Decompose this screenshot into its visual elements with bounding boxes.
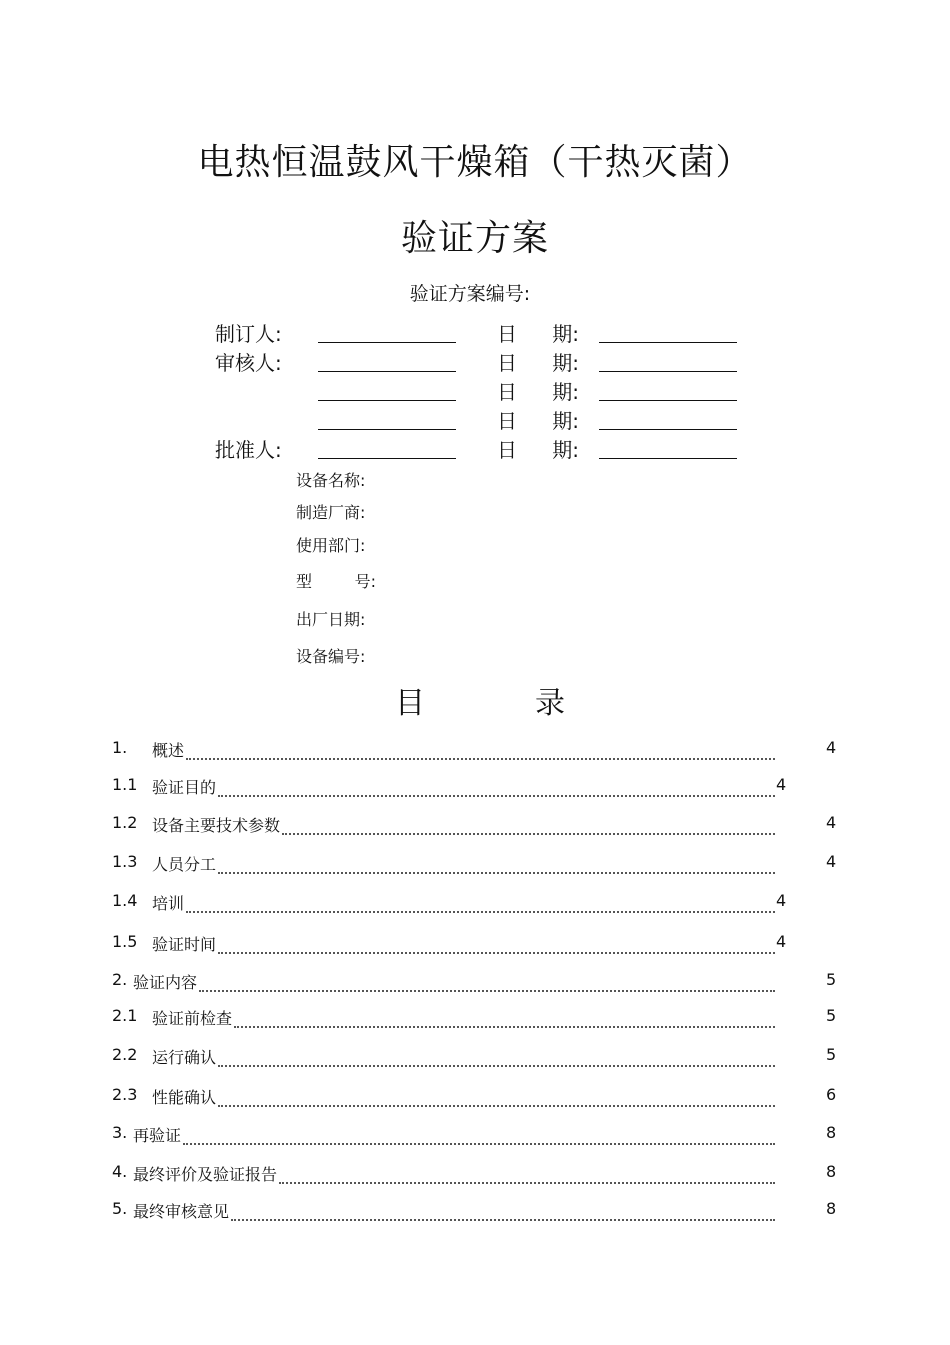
factory-date-label: 出厂日期: <box>296 610 366 629</box>
reviewer-signature-line-3[interactable] <box>318 429 456 430</box>
toc-entry-number: 2.2 <box>112 1045 138 1064</box>
reviewer-signature-line-1[interactable] <box>318 371 456 372</box>
date-colon-char: 期: <box>552 409 579 433</box>
toc-leader-dots <box>218 932 775 954</box>
toc-entry-number: 1.1 <box>112 775 138 794</box>
date-label <box>497 376 579 405</box>
toc-entry-number: 5. <box>112 1199 128 1218</box>
toc-entry[interactable] <box>112 1045 836 1067</box>
toc-entry[interactable] <box>112 1123 836 1145</box>
equipment-name-label: 设备名称: <box>296 471 366 490</box>
toc-entry[interactable] <box>112 775 836 797</box>
toc-entry-number: 1.5 <box>112 932 138 951</box>
toc-entry[interactable] <box>112 1085 836 1107</box>
document-subtitle: 验证方案 <box>400 218 549 259</box>
department-label: 使用部门: <box>296 536 366 555</box>
reviewer-date-line-2[interactable] <box>599 400 737 401</box>
date-colon-char: 期: <box>552 380 579 404</box>
toc-entry-label: 概述 <box>152 741 185 760</box>
model-colon-char: 号: <box>354 572 376 591</box>
toc-leader-dots <box>218 852 775 874</box>
toc-title-char: 录 <box>535 686 565 721</box>
equipment-number-label: 设备编号: <box>296 647 366 666</box>
toc-entry-number: 3. <box>112 1123 128 1142</box>
toc-entry-number: 2.3 <box>112 1085 138 1104</box>
toc-leader-dots <box>186 891 775 913</box>
toc-entry-page: 8 <box>826 1199 836 1218</box>
toc-entry-page: 4 <box>776 775 787 794</box>
reviewer-date-line-3[interactable] <box>599 429 737 430</box>
toc-entry[interactable] <box>112 738 836 760</box>
toc-entry[interactable] <box>112 852 836 874</box>
toc-entry-page: 4 <box>776 932 787 951</box>
date-char: 日 <box>497 409 517 433</box>
toc-entry-number: 1.2 <box>112 813 138 832</box>
toc-leader-dots <box>218 1085 775 1107</box>
toc-entry-label: 再验证 <box>133 1126 182 1145</box>
drafter-date-line[interactable] <box>599 342 737 343</box>
toc-entry[interactable] <box>112 932 836 954</box>
reviewer-date-line-1[interactable] <box>599 371 737 372</box>
toc-entry-page: 8 <box>826 1162 836 1181</box>
toc-leader-dots <box>234 1006 775 1028</box>
drafter-label: 制订人: <box>215 322 282 346</box>
toc-entry-page: 5 <box>826 1045 836 1064</box>
toc-entry[interactable] <box>112 970 836 992</box>
manufacturer-label: 制造厂商: <box>296 503 366 522</box>
toc-leader-dots <box>279 1162 775 1184</box>
toc-entry-page: 6 <box>826 1085 836 1104</box>
toc-entry-page: 5 <box>826 1006 836 1025</box>
date-colon-char: 期: <box>552 438 579 462</box>
model-char: 型 <box>296 572 313 591</box>
date-label <box>497 318 579 347</box>
approver-date-line[interactable] <box>599 458 737 459</box>
toc-entry[interactable] <box>112 813 836 835</box>
date-label <box>497 347 579 376</box>
toc-entry-page: 4 <box>826 738 836 757</box>
date-colon-char: 期: <box>552 322 579 346</box>
toc-entry-label: 验证时间 <box>152 935 217 954</box>
date-colon-char: 期: <box>552 351 579 375</box>
reviewer-signature-line-2[interactable] <box>318 400 456 401</box>
toc-leader-dots <box>231 1199 775 1221</box>
toc-entry-label: 设备主要技术参数 <box>152 816 281 835</box>
toc-entry-label: 最终评价及验证报告 <box>133 1165 278 1184</box>
toc-entry-number: 1.3 <box>112 852 138 871</box>
toc-entry[interactable] <box>112 1162 836 1184</box>
date-label <box>497 434 579 463</box>
toc-entry-number: 2. <box>112 970 128 989</box>
toc-entry[interactable] <box>112 1199 836 1221</box>
approver-signature-line[interactable] <box>318 458 456 459</box>
toc-leader-dots <box>186 738 775 760</box>
toc-title-char: 目 <box>395 686 425 721</box>
toc-entry-page: 4 <box>776 891 787 910</box>
toc-leader-dots <box>199 970 775 992</box>
toc-entry-label: 人员分工 <box>152 855 217 874</box>
date-char: 日 <box>497 380 517 404</box>
toc-entry-page: 8 <box>826 1123 836 1142</box>
reviewer-label: 审核人: <box>215 351 282 375</box>
toc-entry-page: 4 <box>826 852 836 871</box>
date-label <box>497 405 579 434</box>
model-label <box>296 569 376 592</box>
date-char: 日 <box>497 438 517 462</box>
toc-leader-dots <box>183 1123 775 1145</box>
toc-leader-dots <box>218 775 775 797</box>
toc-title <box>0 678 950 722</box>
toc-entry[interactable] <box>112 1006 836 1028</box>
date-char: 日 <box>497 322 517 346</box>
toc-leader-dots <box>218 1045 775 1067</box>
date-char: 日 <box>497 351 517 375</box>
toc-leader-dots <box>282 813 775 835</box>
toc-entry-label: 验证内容 <box>133 973 198 992</box>
toc-entry-label: 运行确认 <box>152 1048 217 1067</box>
toc-entry-label: 培训 <box>152 894 185 913</box>
toc-entry-number: 1. <box>112 738 128 757</box>
toc-entry-number: 1.4 <box>112 891 138 910</box>
toc-entry-number: 4. <box>112 1162 128 1181</box>
toc-entry-label: 最终审核意见 <box>133 1202 230 1221</box>
drafter-signature-line[interactable] <box>318 342 456 343</box>
toc-entry-label: 验证前检查 <box>152 1009 233 1028</box>
toc-entry-page: 5 <box>826 970 836 989</box>
toc-entry-label: 验证目的 <box>152 778 217 797</box>
document-title: 电热恒温鼓风干燥箱（干热灭菌） <box>197 142 753 183</box>
toc-entry-page: 4 <box>826 813 836 832</box>
toc-entry-label: 性能确认 <box>152 1088 217 1107</box>
approver-label: 批准人: <box>215 438 282 462</box>
toc-entry[interactable] <box>112 891 836 913</box>
toc-entry-number: 2.1 <box>112 1006 138 1025</box>
protocol-number-label: 验证方案编号: <box>409 283 531 305</box>
